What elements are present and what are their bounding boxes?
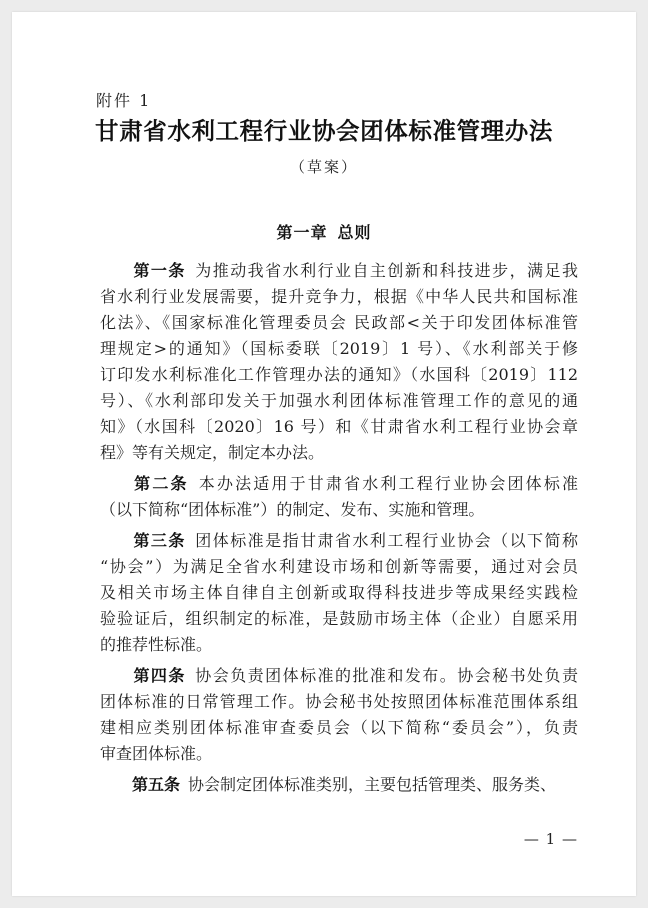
article-number: 第五条 [132,775,181,794]
article-line-text: 为推动我省水利行业自主创新和科技进步，满足我 [193,261,578,280]
document-subtitle: （草案） [289,158,358,176]
article-line [100,580,578,606]
chapter-heading [12,220,636,243]
article-line-text: 建相应类别团体标准审查委员会（以下简称“委员会”），负责 [100,718,578,737]
article-line [100,414,578,440]
article-line-text: 协会负责团体标准的批准和发布。协会秘书处负责 [193,666,578,685]
article-paragraph [100,663,578,767]
article-line-text: 验验证后，组织制定的标准，是鼓励市场主体（企业）自愿采用 [100,609,578,628]
article-line [100,362,578,388]
article-paragraph [100,772,578,798]
article-line [100,606,578,632]
article-line-text: 号）、《水利部印发关于加强水利团体标准管理工作的意见的通 [100,391,578,410]
article-line [100,258,578,284]
article-paragraph [100,528,578,658]
article-line-text: 本办法适用于甘肃省水利工程行业协会团体标准 [196,474,578,493]
article-line-text: 理规定>的通知》（国标委联〔2019〕1 号）、《水利部关于修 [100,339,578,358]
chapter-name: 总则 [337,223,372,242]
article-line [100,632,578,658]
article-line [100,528,578,554]
article-paragraph [100,258,578,466]
article-line [100,336,578,362]
article-list [100,258,578,798]
article-line [100,284,578,310]
page-number: — 1 — [523,830,578,848]
article-number: 第二条 [132,474,189,493]
article-line-text: 化法》、《国家标准化管理委员会 民政部<关于印发团体标准管 [100,313,578,332]
attachment-label: 附件 1 [96,91,152,110]
document-title: 甘肃省水利工程行业协会团体标准管理办法 [95,117,553,145]
article-line-text: 省水利行业发展需要，提升竞争力，根据《中华人民共和国标准 [100,287,578,306]
article-line [100,388,578,414]
article-line [100,440,578,466]
article-line [100,554,578,580]
article-line-text: 订印发水利标准化工作管理办法的通知》（水国科〔2019〕112 [100,365,578,384]
article-number: 第三条 [132,531,186,550]
chapter-number: 第一章 [276,223,328,242]
article-line-text: 程》等有关规定，制定本办法。 [100,443,325,462]
article-line [100,741,578,767]
article-line [100,715,578,741]
article-line-text: 团体标准的日常管理工作。协会秘书处按照团体标准范围体系组 [100,692,578,711]
article-line-text: 的推荐性标准。 [100,635,213,654]
article-line-text: （以下简称“团体标准”）的制定、发布、实施和管理。 [100,500,485,519]
article-number: 第一条 [132,261,186,280]
article-line [100,310,578,336]
article-number: 第四条 [132,666,186,685]
article-line-text: 知》（水国科〔2020〕16 号）和《甘肃省水利工程行业协会章 [100,417,578,436]
article-line [100,471,578,497]
article-line-text: “协会”）为满足全省水利建设市场和创新等需要，通过对会员 [100,557,578,576]
article-line-text: 审查团体标准。 [100,744,213,763]
article-line [100,689,578,715]
article-line [100,772,578,798]
article-line-text: 团体标准是指甘肃省水利工程行业协会（以下简称 [193,531,578,550]
article-line-text: 及相关市场主体自律自主创新或取得科技进步等成果经实践检 [100,583,578,602]
article-line [100,497,578,523]
article-line [100,663,578,689]
article-paragraph [100,471,578,523]
article-line-text: 协会制定团体标准类别，主要包括管理类、服务类、 [188,775,557,794]
document-page [12,12,636,896]
